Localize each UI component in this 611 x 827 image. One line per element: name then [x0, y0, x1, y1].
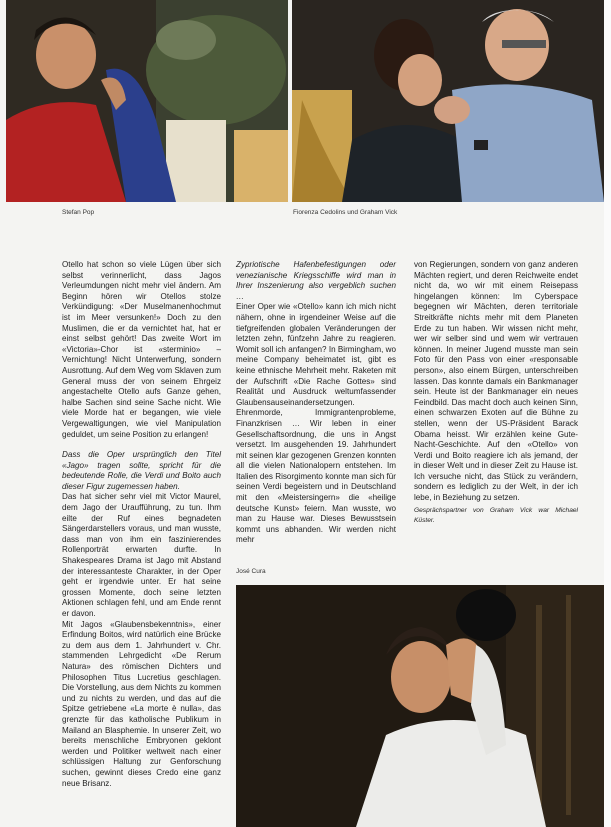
- caption-photo-2: Fiorenza Cedolins und Graham Vick: [293, 209, 398, 216]
- text-column-2: [236, 260, 396, 546]
- paragraph: Otello hat schon so viele Lügen über sich selbst verinnerlicht, dass Jagos Verleumdungen nicht mehr viel ändern. Am Beginn hören wir Otellos stolze Verkündigung: «Der Muselmanenhochmut ist im Meer versunken!» Doch zu den Muslimen, die er da vernichtet hat, hat er einst selbst gehört! Das zweite Wort im «Victoria»-Chor ist «sterminio» – Vernichtung! Nicht Unterwerfung, sondern Ausrottung. Auf dem Weg vom Sklaven zum General muss der von seinem Ehrgeiz angestachelte Otello aufs Ganze gehen, halbe Sachen sind seine Sache nicht. Wie viele Morde hat er begangen, wie viele Vergewaltigungen, wie viel Manipulation geduldet, um seine Position zu erlangen!: [62, 260, 221, 439]
- page-edge: [604, 0, 611, 827]
- photo-jose-cura: [236, 585, 604, 827]
- paragraph: Das hat sicher sehr viel mit Victor Maurel, dem Jago der Uraufführung, zu tun. Ihm eilte der Ruf eines begnadeten Sängerdarstellers voraus, und man wusste, dass man von ihm ein faszinierendes Rollenporträt erwarten durfte. In Shakespeares Drama ist Jago mit Abstand der interessanteste Charakter, in der Oper geht er irgendwie unter. Er hat seine grossen Momente, doch seine letzten Aktionen schlagen fehl, und am Ende rennt er davon.: [62, 492, 221, 618]
- interview-credit: Gesprächspartner von Graham Vick war Michael Küster.: [414, 506, 578, 525]
- paragraph: Mit Jagos «Glaubensbekenntnis», einer Erfindung Boitos, wird natürlich eine Brücke zu dem aus dem 1. Jahrhundert v. Chr. stammenden Lehrgedicht «De Rerum Natura» des römischen Dichters und Philosophen Titus Lucretius geschlagen. Die Vorstellung, aus dem Nichts zu kommen und zu nichts zu werden, und das auf die Spitze getriebene «La morte è nulla», das grenzte für das katholische Publikum in Mailand an Blasphemie. In unserer Zeit, wo bereits menschliche Embryonen geklont werden und Politiker weltweit nach einer schlüssigen Haltung zur Genforschung suchen, gewinnt dieses Credo eine ganz neue Brisanz.: [62, 619, 221, 788]
- text-column-1: [62, 260, 221, 789]
- question: Dass die Oper ursprünglich den Titel «Jago» tragen sollte, spricht für die bedeutende Rolle, die Verdi und Boito auch dieser Figur zugemessen haben.: [62, 450, 221, 491]
- text-column-3: [414, 260, 578, 527]
- paragraph: von Regierungen, sondern von ganz anderen Mächten regiert, und deren Reichweite endet nicht da, wo wir mit einem Reisepass hingelangen können: Im Cyberspace begegnen wir Mächten, deren territoriale Streitkräfte nichts mehr mit dem Planeten Erde zu tun haben. Wir wissen nicht mehr, wer wir selber sind und wem wir vertrauen können. In meiner Jugend musste man sein Foto für den Pass von einer «responsable person», also einem Bürgen, unterschreiben lassen. Das konnte damals ein Bankmanager sein. Heute ist der Bankmanager ein neues Feindbild. Das macht doch auch keinen Sinn, einen schwarzen Exoten auf die Bühne zu stellen, wenn der US-Präsident Barack Obama heisst. Wir erzählen keine Gute-Nacht-Geschichte. Auf den «Otello» von Verdi und Boito reagiere ich als jemand, der in dieser Welt und in dieser Zeit zu Hause ist. Ich versuche nicht, das Stück zu verändern, sondern es lediglich zu der Welt, in der ich lebe, in Beziehung zu setzen.: [414, 260, 578, 503]
- photo-cedolins-vick: [292, 0, 604, 202]
- caption-photo-1: Stefan Pop: [62, 209, 95, 216]
- question: Zypriotische Hafenbefestigungen oder venezianische Kriegsschiffe wird man in Ihrer Inszenierung also vergeblich suchen …: [236, 260, 396, 301]
- paragraph: Einer Oper wie «Otello» kann ich mich nicht nähern, ohne in irgendeiner Weise auf die tiefgreifenden globalen Veränderungen der letzten zehn, fünfzehn Jahre zu reagieren. Womit soll ich anfangen? In Birmingham, wo meine Company beheimatet ist, gibt es keine ethnische Mehrheit mehr. Raketen mit der Aufschrift «Die Rache Gottes» sind Realität und Ausdruck weltumfassender Glaubensauseinandersetzungen. Ehrenmorde, Immigrantenprobleme, Finanzkrisen … Wir leben in einer Gesellschaftsordnung, die uns in Angst versetzt. Im ausgehenden 19. Jahrhundert mit seinen klar gezogenen Grenzen konnten all die vielen Nationalopern entstehen. Im Italien des Risorgimento konnte man sich für seinen Verdi begeistern und in Deutschland mit den «Meistersingern» die «heilige deutsche Kunst» feiern. Man wusste, wo man zu Hause war. Dieses Bewusstsein kommt uns abhanden. Wir werden nicht mehr: [236, 302, 396, 545]
- caption-photo-3: José Cura: [236, 568, 266, 575]
- photo-stefan-pop: [6, 0, 288, 202]
